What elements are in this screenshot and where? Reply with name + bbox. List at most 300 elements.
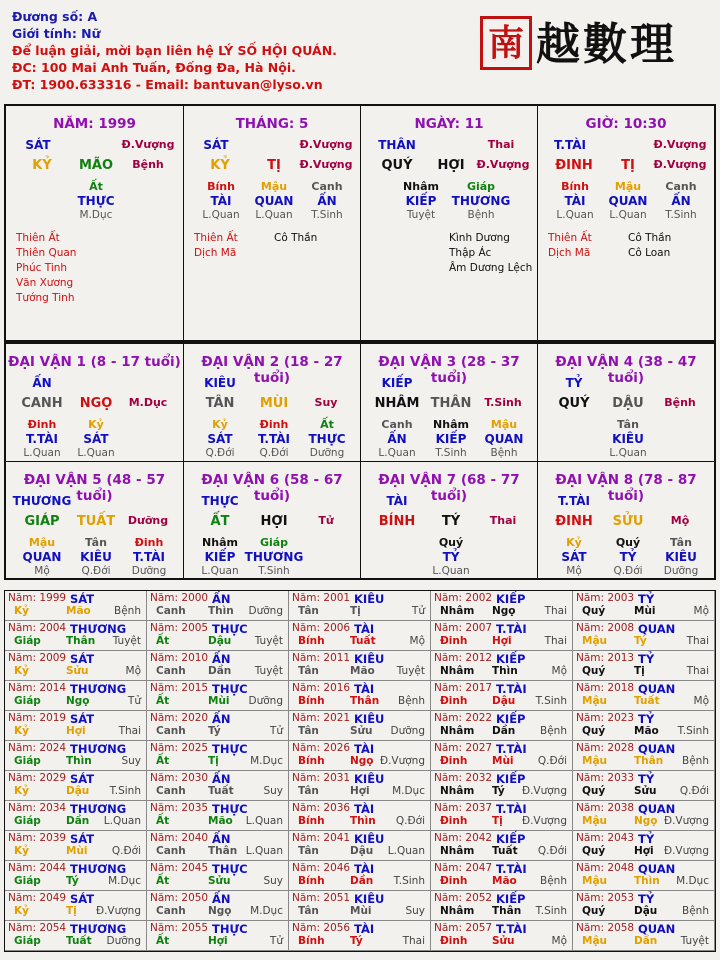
hidden-god: ẤN	[387, 432, 407, 446]
star-item: Cô Thần	[628, 232, 672, 244]
year-line1	[150, 592, 285, 606]
hidden-god: ẤN	[671, 194, 691, 208]
pillar-state: Đ.Vượng	[121, 138, 175, 151]
hidden-stage: L.Quan	[23, 447, 61, 459]
dai-van-title: ĐẠI VẬN 8 (78 - 87 tuổi)	[555, 472, 697, 504]
year-cell	[573, 591, 715, 621]
year-label: Năm: 2031	[292, 772, 351, 784]
year-cell	[147, 591, 289, 621]
year-line1	[150, 742, 285, 756]
year-god: SÁT	[70, 892, 95, 906]
heavenly-stem: GIÁP	[24, 514, 60, 529]
hidden-stem: Kỷ	[566, 536, 582, 549]
hidden-stem: Nhâm	[202, 536, 238, 549]
ten-god: T.TÀI	[554, 138, 586, 152]
hidden-god: THỰC	[308, 432, 346, 446]
year-label: Năm: 2019	[8, 712, 67, 724]
year-stem: Canh	[156, 725, 186, 737]
year-god: KIÊU	[354, 592, 385, 606]
hidden-god: TÀI	[564, 194, 586, 208]
brand-text: 越數理	[536, 19, 677, 70]
year-line2	[576, 695, 711, 709]
year-cell	[5, 921, 147, 951]
dai-van-cell	[6, 344, 183, 461]
year-cell	[573, 891, 715, 921]
dai-van-cell	[6, 461, 183, 578]
year-line2	[434, 725, 569, 739]
year-label: Năm: 2040	[150, 832, 209, 844]
heavenly-stem: ĐINH	[555, 158, 593, 173]
year-god: KIÊU	[354, 652, 385, 666]
heavenly-stem: NHÂM	[374, 396, 420, 411]
year-stage: Đ.Vượng	[521, 815, 567, 827]
year-god: SÁT	[70, 652, 95, 666]
year-label: Năm: 2015	[150, 682, 209, 694]
year-god: T.TÀI	[496, 922, 527, 936]
year-line2	[576, 905, 711, 919]
year-branch: Tuất	[66, 935, 92, 947]
hidden-god: KIẾP	[204, 550, 236, 564]
year-line1	[8, 592, 143, 606]
earthly-branch: HỢI	[437, 158, 465, 173]
star-item: Âm Dương Lệch	[449, 262, 533, 274]
hidden-god: QUAN	[608, 194, 648, 208]
hidden-stage: Bệnh	[490, 447, 518, 459]
year-branch: Sửu	[350, 725, 373, 737]
life-stage: M.Dục	[128, 396, 168, 409]
year-god: T.TÀI	[496, 742, 527, 756]
year-stem: Mậu	[582, 755, 608, 767]
year-cell	[147, 651, 289, 681]
year-stem: Giáp	[14, 695, 41, 707]
year-god: THỰC	[212, 742, 248, 756]
year-label: Năm: 2046	[292, 862, 351, 874]
year-branch: Mùi	[634, 605, 656, 617]
year-stem: Mậu	[582, 635, 608, 647]
year-line2	[434, 845, 569, 859]
year-branch: Ngọ	[208, 905, 232, 917]
year-branch: Mão	[634, 725, 659, 737]
year-branch: Dần	[492, 725, 516, 737]
year-god: TÀI	[354, 682, 375, 696]
hidden-stage: T.Sinh	[665, 209, 697, 221]
year-cell	[147, 711, 289, 741]
earthly-branch: NGỌ	[79, 396, 113, 411]
year-stem: Bính	[298, 935, 325, 947]
year-line2	[576, 665, 711, 679]
year-label: Năm: 2039	[8, 832, 67, 844]
ten-god: T.TÀI	[558, 494, 590, 508]
year-label: Năm: 2013	[576, 652, 635, 664]
pillar-cell	[537, 106, 714, 340]
year-branch: Thìn	[66, 755, 92, 767]
hidden-stage: Mộ	[566, 565, 582, 577]
year-line2	[292, 935, 427, 949]
year-stem: Giáp	[14, 875, 41, 887]
year-stage: Tuyệt	[254, 665, 283, 677]
seal-icon: 南	[480, 16, 532, 70]
hidden-god: THƯƠNG	[451, 194, 511, 208]
year-line1	[576, 862, 711, 876]
year-god: TỶ	[638, 832, 655, 846]
hidden-stage: Q.Đới	[205, 447, 235, 459]
year-branch: Thìn	[350, 815, 376, 827]
year-branch: Dậu	[208, 635, 232, 647]
year-stage: M.Dục	[250, 905, 283, 917]
year-god: TÀI	[354, 922, 375, 936]
year-cell	[573, 831, 715, 861]
year-line1	[434, 922, 569, 936]
heavenly-stem: CANH	[21, 396, 63, 411]
year-cell	[431, 891, 573, 921]
year-stage: Thai	[686, 635, 709, 647]
year-label: Năm: 2021	[292, 712, 351, 724]
year-stem: Bính	[298, 695, 325, 707]
heavenly-stem: QUÝ	[558, 396, 590, 411]
life-stage: Bệnh	[132, 158, 164, 171]
year-branch: Thân	[208, 845, 238, 857]
earthly-branch: MÙI	[259, 396, 289, 411]
year-stage: T.Sinh	[535, 695, 567, 707]
year-stem: Kỷ	[14, 845, 29, 857]
year-cell	[5, 651, 147, 681]
year-cell	[5, 801, 147, 831]
year-stem: Đinh	[440, 635, 468, 647]
year-branch: Tị	[66, 905, 77, 917]
year-stem: Tân	[298, 785, 319, 797]
hidden-god: QUAN	[22, 550, 62, 564]
year-cell	[5, 621, 147, 651]
dai-van-cell	[183, 344, 360, 461]
year-stage: M.Dục	[108, 875, 141, 887]
dai-van-title: ĐẠI VẬN 2 (18 - 27 tuổi)	[201, 354, 343, 386]
star-item: Cô Thần	[274, 232, 318, 244]
year-stage: Tử	[269, 725, 283, 737]
hidden-god: SÁT	[83, 432, 109, 446]
year-stage: Q.Đới	[111, 845, 141, 857]
year-stage: Mộ	[551, 665, 567, 677]
year-cell	[431, 621, 573, 651]
year-branch: Dần	[208, 665, 232, 677]
hidden-stage: Dưỡng	[131, 565, 167, 577]
year-god: ẤN	[212, 892, 231, 906]
year-stage: Thai	[402, 935, 425, 947]
year-stem: Ất	[156, 875, 170, 887]
year-line2	[150, 605, 285, 619]
year-label: Năm: 2051	[292, 892, 351, 904]
year-god: THỰC	[212, 622, 248, 636]
year-cell	[5, 891, 147, 921]
year-stem: Đinh	[440, 815, 468, 827]
year-stem: Canh	[156, 605, 186, 617]
hidden-stem: Đinh	[259, 418, 289, 431]
year-cell	[431, 801, 573, 831]
year-branch: Mão	[208, 815, 233, 827]
year-stem: Quý	[582, 725, 606, 737]
year-label: Năm: 2057	[434, 922, 493, 934]
year-branch: Thìn	[208, 605, 234, 617]
year-god: T.TÀI	[496, 622, 527, 636]
heavenly-stem: ĐINH	[555, 514, 593, 529]
year-cell	[147, 801, 289, 831]
year-line2	[576, 935, 711, 949]
year-line1	[576, 652, 711, 666]
year-stem: Canh	[156, 845, 186, 857]
heavenly-stem: QUÝ	[381, 158, 413, 173]
year-cell	[147, 741, 289, 771]
year-stage: Mộ	[409, 635, 425, 647]
year-god: TỶ	[638, 712, 655, 726]
year-stem: Nhâm	[440, 845, 475, 857]
earthly-branch: TỊ	[621, 158, 635, 173]
year-stem: Nhâm	[440, 785, 475, 797]
year-line2	[292, 695, 427, 709]
year-cell	[147, 891, 289, 921]
year-line2	[434, 695, 569, 709]
year-label: Năm: 2002	[434, 592, 493, 604]
hidden-stage: L.Quan	[77, 447, 115, 459]
hidden-stage: L.Quan	[609, 209, 647, 221]
earthly-branch: SỬU	[612, 514, 644, 529]
hidden-god: TỶ	[442, 550, 460, 564]
stars-left	[548, 231, 592, 261]
year-stage: Mộ	[125, 665, 141, 677]
year-stage: Tuyệt	[680, 935, 709, 947]
hidden-god: T.TÀI	[258, 432, 290, 446]
year-stem: Mậu	[582, 815, 608, 827]
year-god: KIẾP	[496, 892, 526, 906]
year-label: Năm: 2006	[292, 622, 351, 634]
hidden-stem: Tân	[617, 418, 639, 431]
year-label: Năm: 2050	[150, 892, 209, 904]
year-branch: Thân	[66, 635, 96, 647]
year-label: Năm: 2056	[292, 922, 351, 934]
year-label: Năm: 2004	[8, 622, 67, 634]
year-line2	[576, 635, 711, 649]
year-god: KIÊU	[354, 712, 385, 726]
stars-right	[628, 231, 671, 261]
year-label: Năm: 2008	[576, 622, 635, 634]
year-line2	[292, 665, 427, 679]
year-line2	[434, 755, 569, 769]
year-branch: Hợi	[208, 935, 228, 947]
year-cell	[289, 891, 431, 921]
year-line2	[150, 845, 285, 859]
year-stage: Q.Đới	[537, 845, 567, 857]
hidden-god: QUAN	[254, 194, 294, 208]
year-line2	[8, 725, 143, 739]
stars-left	[194, 231, 238, 261]
hidden-stage: M.Dục	[79, 209, 113, 221]
year-stage: Suy	[263, 785, 283, 797]
year-stem: Tân	[298, 605, 319, 617]
dai-van-cell	[360, 461, 537, 578]
pillar-state: Đ.Vượng	[653, 138, 707, 151]
year-line1	[292, 922, 427, 936]
year-stage: Tuyệt	[254, 635, 283, 647]
year-god: THƯƠNG	[70, 682, 127, 696]
year-branch: Tý	[492, 785, 505, 797]
year-line2	[8, 815, 143, 829]
star-item: Thiên Quan	[16, 247, 77, 259]
address-line: ĐC: 100 Mai Anh Tuấn, Đống Đa, Hà Nội.	[12, 60, 296, 75]
year-branch: Dậu	[492, 695, 516, 707]
year-line2	[150, 635, 285, 649]
pillar-title: THÁNG: 5	[235, 116, 309, 132]
year-label: Năm: 2012	[434, 652, 493, 664]
year-line1	[576, 922, 711, 936]
year-label: Năm: 2011	[292, 652, 351, 664]
year-cell	[289, 861, 431, 891]
year-god: SÁT	[70, 712, 95, 726]
year-branch: Tuất	[208, 785, 234, 797]
year-label: Năm: 2024	[8, 742, 67, 754]
hidden-stem: Tân	[670, 536, 692, 549]
year-cell	[431, 861, 573, 891]
year-god: TÀI	[354, 622, 375, 636]
year-god: THƯƠNG	[70, 862, 127, 876]
hidden-stem: Bính	[207, 180, 235, 193]
year-stage: Tuyệt	[396, 665, 425, 677]
life-stage: T.Sinh	[484, 396, 522, 409]
hidden-stem: Đinh	[27, 418, 57, 431]
year-line1	[292, 892, 427, 906]
year-line2	[576, 755, 711, 769]
year-stem: Canh	[156, 785, 186, 797]
year-cell	[147, 831, 289, 861]
year-line2	[576, 785, 711, 799]
year-line2	[434, 785, 569, 799]
dai-van-title: ĐẠI VẬN 1 (8 - 17 tuổi)	[8, 354, 181, 370]
heavenly-stem: ẤT	[210, 514, 230, 529]
year-god: THỰC	[212, 922, 248, 936]
year-line2	[292, 845, 427, 859]
year-line2	[576, 605, 711, 619]
year-label: Năm: 2005	[150, 622, 209, 634]
year-stage: Đ.Vượng	[521, 785, 567, 797]
year-line1	[292, 592, 427, 606]
year-line2	[8, 935, 143, 949]
hidden-stem: Kỷ	[212, 418, 228, 431]
dai-van-title: ĐẠI VẬN 5 (48 - 57 tuổi)	[23, 472, 166, 504]
year-branch: Tý	[208, 725, 221, 737]
year-cell	[573, 801, 715, 831]
owner-name: Đương số: A	[12, 9, 98, 24]
year-branch: Mão	[66, 605, 91, 617]
year-cell	[573, 861, 715, 891]
year-branch: Mão	[350, 665, 375, 677]
hidden-stem: Tân	[85, 536, 107, 549]
year-label: Năm: 2049	[8, 892, 67, 904]
year-branch: Mùi	[350, 905, 372, 917]
year-god: ẤN	[212, 832, 231, 846]
year-cell	[431, 681, 573, 711]
year-branch: Thân	[350, 695, 380, 707]
year-stage: Thai	[544, 635, 567, 647]
hidden-stem: Mậu	[614, 180, 642, 193]
year-line2	[8, 635, 143, 649]
ten-god: SÁT	[203, 138, 229, 152]
year-stem: Bính	[298, 815, 325, 827]
year-cell	[573, 921, 715, 951]
year-god: QUAN	[638, 682, 676, 696]
year-god: TỶ	[638, 592, 655, 606]
year-line1	[150, 832, 285, 846]
year-line1	[576, 742, 711, 756]
year-line1	[150, 622, 285, 636]
year-cell	[573, 771, 715, 801]
year-line2	[434, 935, 569, 949]
year-branch: Ngọ	[634, 815, 658, 827]
earthly-branch: TUẤT	[76, 514, 116, 529]
ten-god: THƯƠNG	[12, 494, 72, 508]
year-line1	[292, 742, 427, 756]
year-line2	[8, 905, 143, 919]
year-label: Năm: 2041	[292, 832, 351, 844]
hidden-stage: Dưỡng	[663, 565, 699, 577]
hidden-stem: Quý	[615, 536, 641, 549]
earthly-branch: MÃO	[78, 158, 114, 173]
year-stem: Quý	[582, 845, 606, 857]
hidden-stem: Đinh	[134, 536, 164, 549]
hidden-god: THỰC	[77, 194, 115, 208]
star-item: Dịch Mã	[194, 247, 237, 259]
pillar-title: NGÀY: 11	[414, 116, 484, 132]
year-god: TÀI	[354, 742, 375, 756]
year-stem: Kỷ	[14, 665, 29, 677]
year-label: Năm: 2020	[150, 712, 209, 724]
year-cell	[431, 711, 573, 741]
year-line1	[8, 802, 143, 816]
header-info	[12, 8, 337, 93]
year-stage: Bệnh	[682, 905, 709, 917]
hidden-god: KIẾP	[435, 432, 467, 446]
hidden-stem: Mậu	[28, 536, 56, 549]
year-branch: Tuất	[634, 695, 660, 707]
year-cell	[431, 921, 573, 951]
year-label: Năm: 2001	[292, 592, 351, 604]
year-label: Năm: 2026	[292, 742, 351, 754]
year-stage: T.Sinh	[677, 725, 709, 737]
year-line2	[292, 815, 427, 829]
year-cell	[147, 861, 289, 891]
year-line2	[8, 605, 143, 619]
year-cell	[147, 921, 289, 951]
year-god: TỶ	[638, 772, 655, 786]
year-label: Năm: 2038	[576, 802, 635, 814]
hidden-stage: L.Quan	[202, 209, 240, 221]
year-stem: Giáp	[14, 635, 41, 647]
year-line1	[576, 682, 711, 696]
year-cell	[431, 771, 573, 801]
ten-god: KIÊU	[204, 376, 236, 390]
year-branch: Hợi	[350, 785, 370, 797]
year-branch: Tị	[634, 665, 645, 677]
year-line2	[150, 725, 285, 739]
year-line1	[150, 652, 285, 666]
year-stem: Mậu	[582, 875, 608, 887]
life-stage: Đ.Vượng	[653, 158, 707, 171]
heavenly-stem: BÍNH	[378, 514, 416, 529]
year-branch: Hợi	[66, 725, 86, 737]
ten-god: THÂN	[378, 138, 416, 152]
year-label: Năm: 1999	[8, 592, 67, 604]
pillar-cell	[360, 106, 537, 340]
earthly-branch: HỢI	[260, 514, 288, 529]
year-branch: Thìn	[492, 665, 518, 677]
hidden-stage: Q.Đới	[81, 565, 111, 577]
year-stage: Tử	[127, 695, 141, 707]
